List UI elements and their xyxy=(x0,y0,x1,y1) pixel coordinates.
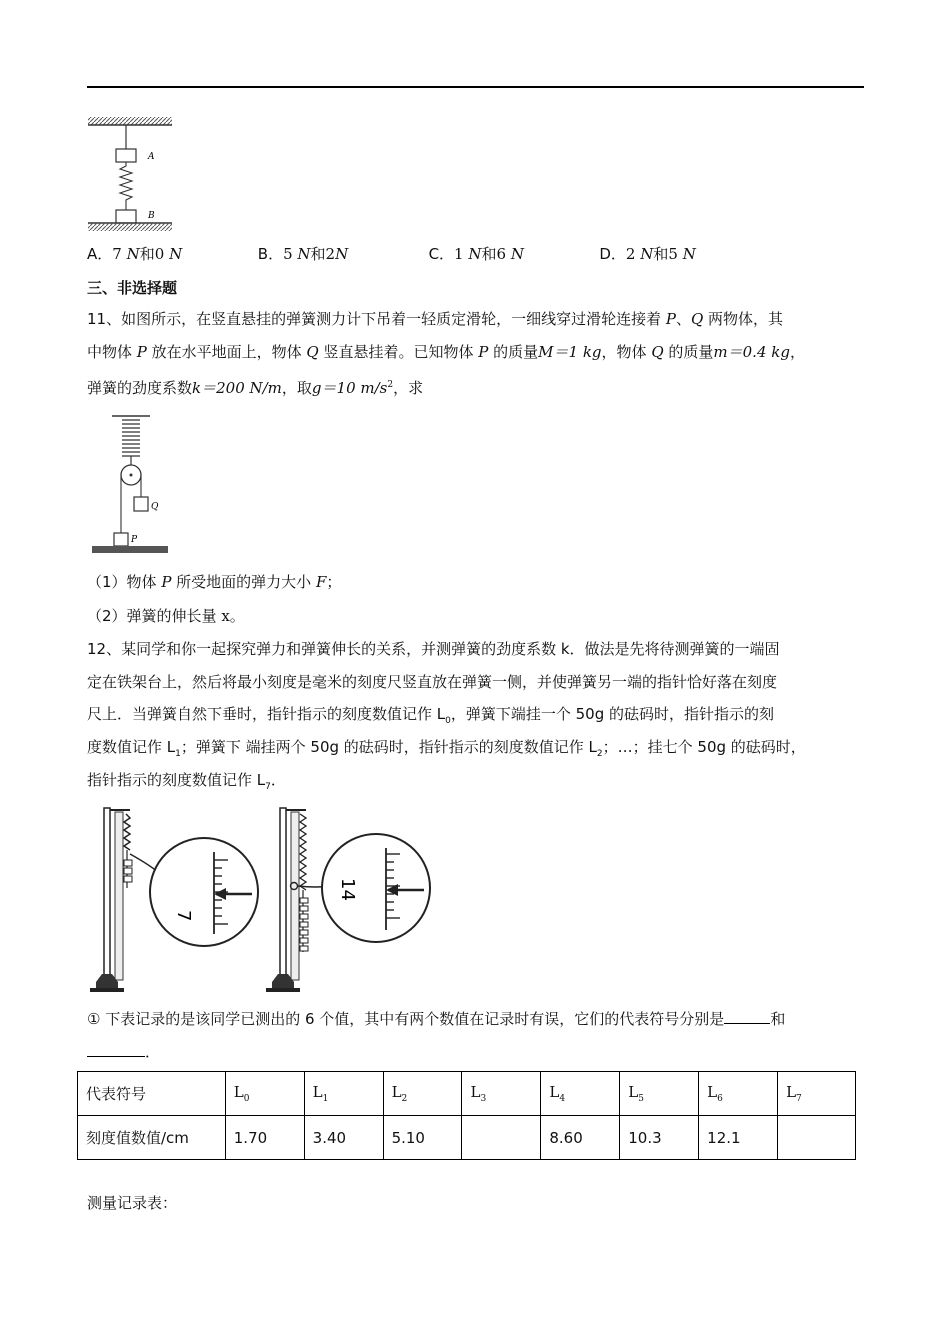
option-b[interactable]: B．5 N和2N xyxy=(257,245,349,263)
answer-blank-1[interactable] xyxy=(724,1007,770,1024)
option-a[interactable]: A．7 N和0 N xyxy=(87,245,183,263)
ground xyxy=(92,546,168,553)
value-cell[interactable] xyxy=(778,1116,856,1160)
label-p: P xyxy=(131,535,138,545)
answer-blank-2[interactable] xyxy=(87,1040,145,1057)
symbol-cell: $L_7$ xyxy=(778,1072,856,1116)
floor-hatch xyxy=(88,223,172,231)
value-cell: 5.10 xyxy=(383,1116,462,1160)
q12-line-5: 指针指示的刻度数值记作 $L_7$． xyxy=(87,771,286,792)
q12-line-3: 尺上．当弹簧自然下垂时，指针指示的刻度数值记作 $L_0$，弹簧下端挂一个 50g 的砝码时，指针指示的刻 xyxy=(87,705,775,726)
row-header-value: 刻度值数值/cm xyxy=(78,1116,226,1160)
row-header-symbol: 代表符号 xyxy=(78,1072,226,1116)
value-cell: 3.40 xyxy=(304,1116,383,1160)
measurement-table xyxy=(77,1071,856,1160)
q11-line-2: 中物体 P 放在水平地面上，物体 Q 竖直悬挂着。已知物体 P 的质量M＝1 kg，物体 Q 的质量m＝0.4 kg， xyxy=(87,343,805,361)
q12-line-1: 12、某同学和你一起探究弹力和弹簧伸长的关系，并测弹簧的劲度系数 k．做法是先将待测弹簧的一端固 xyxy=(87,640,780,658)
left-stand xyxy=(90,808,132,992)
q12-part1-line-1: ① 下表记录的是该同学已测出的 6 个值，其中有两个数值在记录时有误，它们的代表符号分别是 和 xyxy=(87,1007,785,1030)
pulley-figure xyxy=(88,413,172,558)
spring-coils xyxy=(122,420,140,456)
q12-line-2: 定在铁架台上，然后将最小刻度是毫米的刻度尺竖直放在弹簧一侧，并使弹簧另一端的指针恰好落在刻度 xyxy=(87,673,778,691)
block-b xyxy=(116,210,136,223)
value-cell: 1.70 xyxy=(225,1116,304,1160)
q12-part1-line-2: ． xyxy=(87,1040,160,1063)
right-stand xyxy=(266,808,308,992)
scale-label-left: 7 xyxy=(173,910,194,922)
q11-sub-1: （1）物体 P 所受地面的弹力大小 F； xyxy=(87,573,342,591)
spring-coil xyxy=(120,162,132,210)
symbol-cell: $L_3$ xyxy=(462,1072,541,1116)
value-cell: 12.1 xyxy=(699,1116,778,1160)
label-b: B xyxy=(148,211,155,221)
value-cell[interactable] xyxy=(462,1116,541,1160)
record-table-label: 测量记录表： xyxy=(87,1194,178,1212)
spring-ab-figure xyxy=(86,114,176,236)
symbol-cell: $L_1$ xyxy=(304,1072,383,1116)
symbol-cell: $L_2$ xyxy=(383,1072,462,1116)
symbol-cell: $L_5$ xyxy=(620,1072,699,1116)
block-a xyxy=(116,149,136,162)
symbol-cell: $L_6$ xyxy=(699,1072,778,1116)
section-heading: 三、非选择题 xyxy=(87,279,178,297)
symbol-cell: $L_4$ xyxy=(541,1072,620,1116)
q12-line-4: 度数值记作 $L_1$；弹簧下 端挂两个 50g 的砝码时，指针指示的刻度数值记作 $L_2$；…；挂七个 50g 的砝码时， xyxy=(87,738,806,759)
value-cell: 10.3 xyxy=(620,1116,699,1160)
left-magnifier xyxy=(150,838,258,946)
scale-label-right: 14 xyxy=(337,878,358,901)
label-q: Q xyxy=(151,502,159,512)
q10-options xyxy=(87,243,765,265)
block-p xyxy=(114,533,128,546)
right-magnifier xyxy=(322,834,430,942)
ceiling-hatch xyxy=(88,117,172,125)
header-rule xyxy=(87,86,864,88)
value-cell: 8.60 xyxy=(541,1116,620,1160)
option-c[interactable]: C．1 N和6 N xyxy=(428,245,524,263)
symbol-cell: $L_0$ xyxy=(225,1072,304,1116)
q11-line-3: 弹簧的劲度系数k＝200 N/m，取g＝10 $m/s^2$，求 xyxy=(87,379,424,397)
block-q xyxy=(134,497,148,511)
q11-line-1: 11、如图所示，在竖直悬挂的弹簧测力计下吊着一轻质定滑轮，一细线穿过滑轮连接着 P、Q 两物体，其 xyxy=(87,310,784,328)
option-d[interactable]: D．2 N和5 N xyxy=(599,245,696,263)
q11-sub-2: （2）弹簧的伸长量 x。 xyxy=(87,607,245,625)
value-row xyxy=(78,1116,856,1160)
symbol-row xyxy=(78,1072,856,1116)
label-a: A xyxy=(148,152,155,162)
spring-ruler-figure xyxy=(88,802,433,997)
